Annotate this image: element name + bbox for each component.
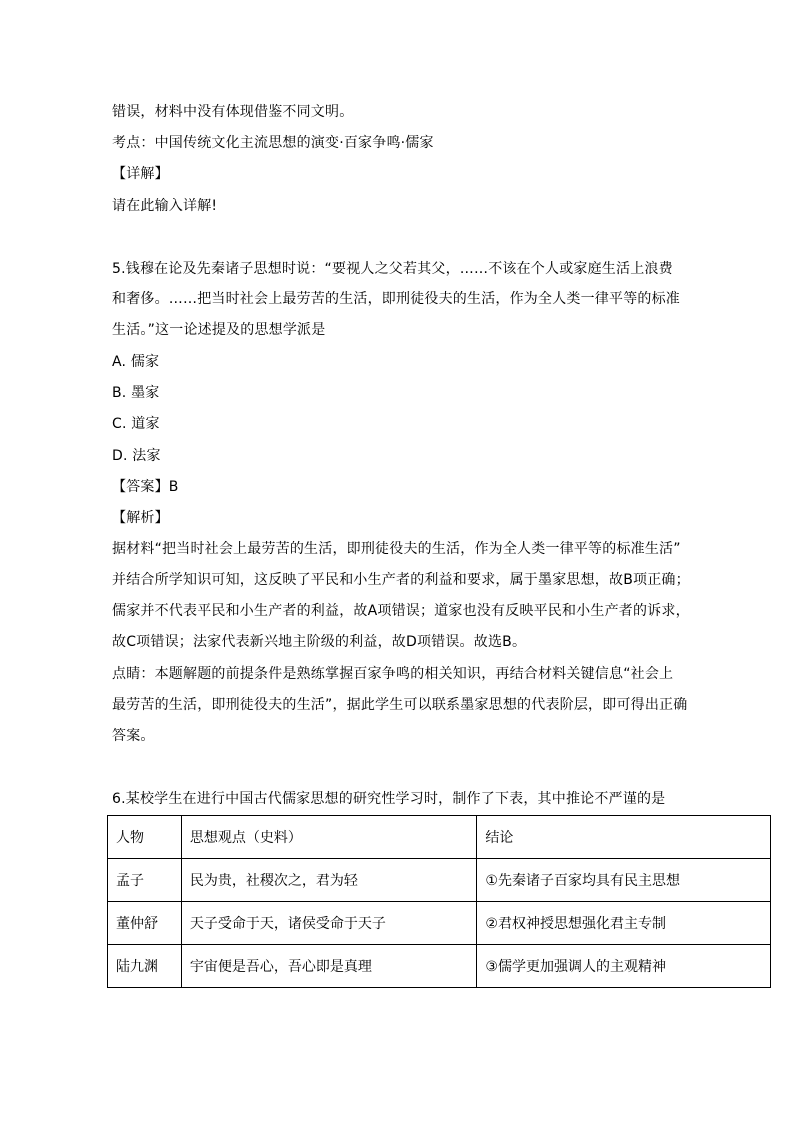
kaodian-text: 考点：中国传统文化主流思想的演变·百家争鸣·儒家: [112, 135, 434, 151]
q5-stem-line-3: 生活。”这一论述提及的思想学派是: [112, 322, 326, 338]
q5-comment-line-1: 点睛：本题解题的前提条件是熟练掌握百家争鸣的相关知识，再结合材料关键信息“社会上: [112, 666, 674, 682]
previous-conclusion-text: 错误，材料中没有体现借鉴不同文明。: [112, 104, 354, 120]
cell-viewpoint: 天子受命于天，诸侯受命于天子: [181, 902, 477, 945]
cell-viewpoint: 民为贵，社稷次之，君为轻: [181, 859, 477, 902]
q5-answer: 【答案】B: [112, 479, 179, 495]
table-row: [108, 902, 771, 945]
q5-comment-line-3: 答案。: [112, 728, 155, 744]
q5-analysis-heading: 【解析】: [112, 510, 169, 526]
q5-comment-line-2: 最劳苦的生活，即刑徒役夫的生活”，据此学生可以联系墨家思想的代表阶层，即可得出正确: [112, 697, 688, 713]
q5-analysis-line-3: 儒家并不代表平民和小生产者的利益，故A项错误；道家也没有反映平民和小生产者的诉求，: [112, 603, 690, 619]
q6-stem: 6.某校学生在进行中国古代儒家思想的研究性学习时，制作了下表，其中推论不严谨的是: [112, 791, 666, 807]
q5-option-d: D. 法家: [112, 448, 161, 464]
q5-stem-line-2: 和奢侈。……把当时社会上最劳苦的生活，即刑徒役夫的生活，作为全人类一律平等的标准: [112, 291, 680, 307]
header-person: 人物: [108, 816, 182, 859]
q5-option-b: B. 墨家: [112, 385, 160, 401]
q5-analysis-line-4: 故C项错误；法家代表新兴地主阶级的利益，故D项错误。故选B。: [112, 634, 527, 650]
q5-option-a: A. 儒家: [112, 354, 160, 370]
q6-table: [107, 815, 771, 988]
cell-person: 孟子: [108, 859, 182, 902]
table-row: [108, 945, 771, 988]
cell-conclusion: ③儒学更加强调人的主观精神: [477, 945, 771, 988]
cell-viewpoint: 宇宙便是吾心，吾心即是真理: [181, 945, 477, 988]
table-row: [108, 859, 771, 902]
q5-option-c: C. 道家: [112, 416, 160, 432]
q5-analysis-line-2: 并结合所学知识可知，这反映了平民和小生产者的利益和要求，属于墨家思想，故B项正确；: [112, 572, 690, 588]
detail-text: 请在此输入详解!: [112, 198, 218, 214]
cell-person: 陆九渊: [108, 945, 182, 988]
detail-heading: 【详解】: [112, 166, 169, 182]
q5-stem-line-1: 5.钱穆在论及先秦诸子思想时说：“要视人之父若其父，……不该在个人或家庭生活上浪费: [112, 261, 673, 277]
q5-analysis-line-1: 据材料“把当时社会上最劳苦的生活，即刑徒役夫的生活，作为全人类一律平等的标准生活”: [112, 541, 681, 557]
cell-conclusion: ①先秦诸子百家均具有民主思想: [477, 859, 771, 902]
cell-conclusion: ②君权神授思想强化君主专制: [477, 902, 771, 945]
header-viewpoint: 思想观点（史料）: [181, 816, 477, 859]
header-conclusion: 结论: [477, 816, 771, 859]
table-header-row: [108, 816, 771, 859]
cell-person: 董仲舒: [108, 902, 182, 945]
